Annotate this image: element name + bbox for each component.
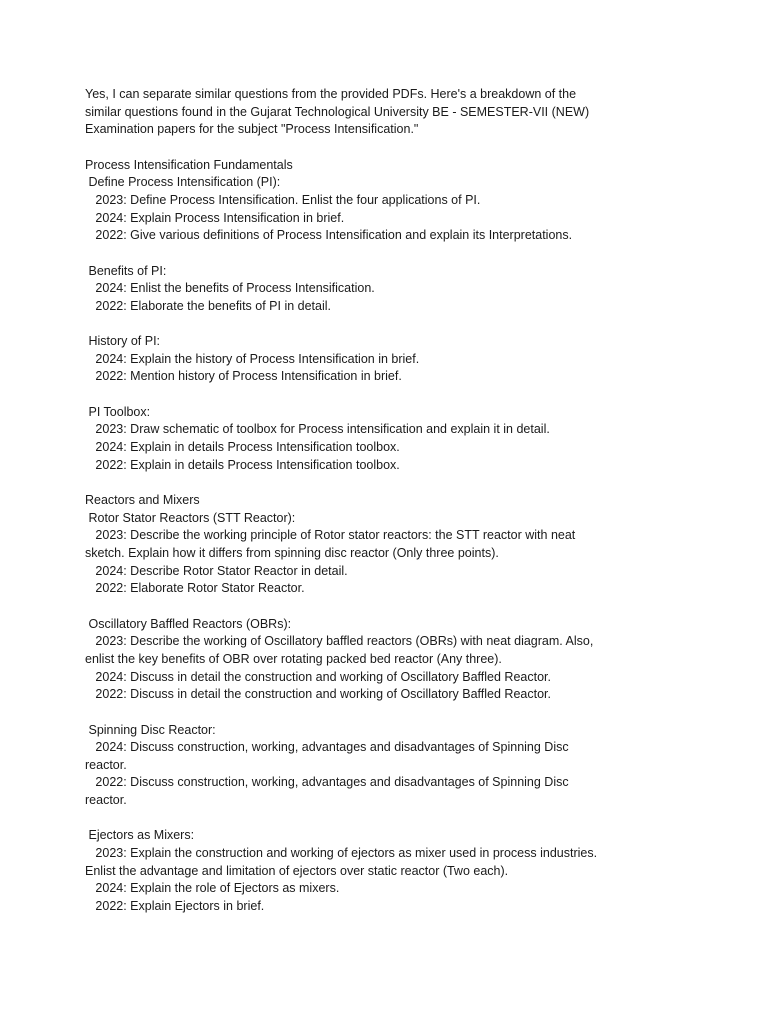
group-history-pi	[85, 333, 725, 386]
spacer	[85, 810, 725, 828]
question-line: 2023: Define Process Intensification. Enlist the four applications of PI.	[85, 192, 481, 207]
question-line: 2022: Elaborate Rotor Stator Reactor.	[85, 581, 305, 596]
spacer	[85, 316, 725, 334]
question-line: 2024: Describe Rotor Stator Reactor in detail.	[85, 563, 348, 578]
group-rotor-stator	[85, 510, 725, 598]
group-spinning-disc	[85, 722, 725, 810]
question-line: 2023: Explain the construction and working of ejectors as mixer used in process industries. Enlist the advantage and limitation of ejectors over static reactor (Two each).	[85, 846, 598, 878]
group-heading: Ejectors as Mixers:	[85, 828, 195, 843]
question-line: 2022: Discuss in detail the construction and working of Oscillatory Baffled Reactor.	[85, 687, 551, 702]
group-heading: PI Toolbox:	[85, 404, 151, 419]
question-line: 2023: Draw schematic of toolbox for Process intensification and explain it in detail.	[85, 422, 550, 437]
group-benefits-pi	[85, 263, 725, 316]
spacer	[85, 386, 725, 404]
question-line: 2024: Explain in details Process Intensification toolbox.	[85, 440, 400, 455]
section-fundamentals	[85, 157, 725, 475]
group-heading: Define Process Intensification (PI):	[85, 175, 281, 190]
section-title: Reactors and Mixers	[85, 493, 200, 508]
group-define-pi	[85, 174, 725, 245]
document-page	[85, 86, 725, 916]
spacer	[85, 139, 725, 157]
question-line: 2022: Elaborate the benefits of PI in detail.	[85, 298, 331, 313]
question-line: 2024: Explain the history of Process Intensification in brief.	[85, 351, 420, 366]
group-heading: Oscillatory Baffled Reactors (OBRs):	[85, 616, 292, 631]
question-line: 2023: Describe the working of Oscillatory baffled reactors (OBRs) with neat diagram. Also, enlist the key benefits of OBR over rotating packed bed reactor (Any three).	[85, 634, 594, 666]
question-line: 2022: Mention history of Process Intensification in brief.	[85, 369, 402, 384]
spacer	[85, 704, 725, 722]
spacer	[85, 245, 725, 263]
group-obr	[85, 616, 725, 704]
section-title: Process Intensification Fundamentals	[85, 157, 293, 172]
question-line: 2024: Discuss construction, working, advantages and disadvantages of Spinning Disc reactor.	[85, 740, 569, 772]
intro-paragraph: Yes, I can separate similar questions from the provided PDFs. Here's a breakdown of the similar questions found in the Gujarat Technological University BE - SEMESTER-VII (NEW) Examination papers for the subject "Process Intensification."	[85, 87, 590, 137]
group-ejectors	[85, 827, 725, 915]
group-pi-toolbox	[85, 404, 725, 475]
question-line: 2022: Give various definitions of Process Intensification and explain its Interpretations.	[85, 228, 573, 243]
section-reactors-mixers	[85, 492, 725, 916]
spacer	[85, 598, 725, 616]
question-line: 2022: Discuss construction, working, advantages and disadvantages of Spinning Disc reactor.	[85, 775, 569, 808]
question-line: 2024: Enlist the benefits of Process Intensification.	[85, 281, 375, 296]
question-line: 2024: Explain Process Intensification in brief.	[85, 210, 345, 225]
group-heading: Spinning Disc Reactor:	[85, 722, 216, 737]
group-heading: Rotor Stator Reactors (STT Reactor):	[85, 510, 296, 525]
question-line: 2022: Explain in details Process Intensification toolbox.	[85, 457, 400, 472]
question-line: 2022: Explain Ejectors in brief.	[85, 899, 265, 914]
question-line: 2024: Discuss in detail the construction and working of Oscillatory Baffled Reactor.	[85, 669, 551, 684]
question-line: 2024: Explain the role of Ejectors as mixers.	[85, 881, 340, 896]
group-heading: History of PI:	[85, 334, 161, 349]
group-heading: Benefits of PI:	[85, 263, 167, 278]
spacer	[85, 474, 725, 492]
question-line: 2023: Describe the working principle of Rotor stator reactors: the STT reactor with neat sketch. Explain how it differs from spinning disc reactor (Only three points).	[85, 528, 576, 560]
